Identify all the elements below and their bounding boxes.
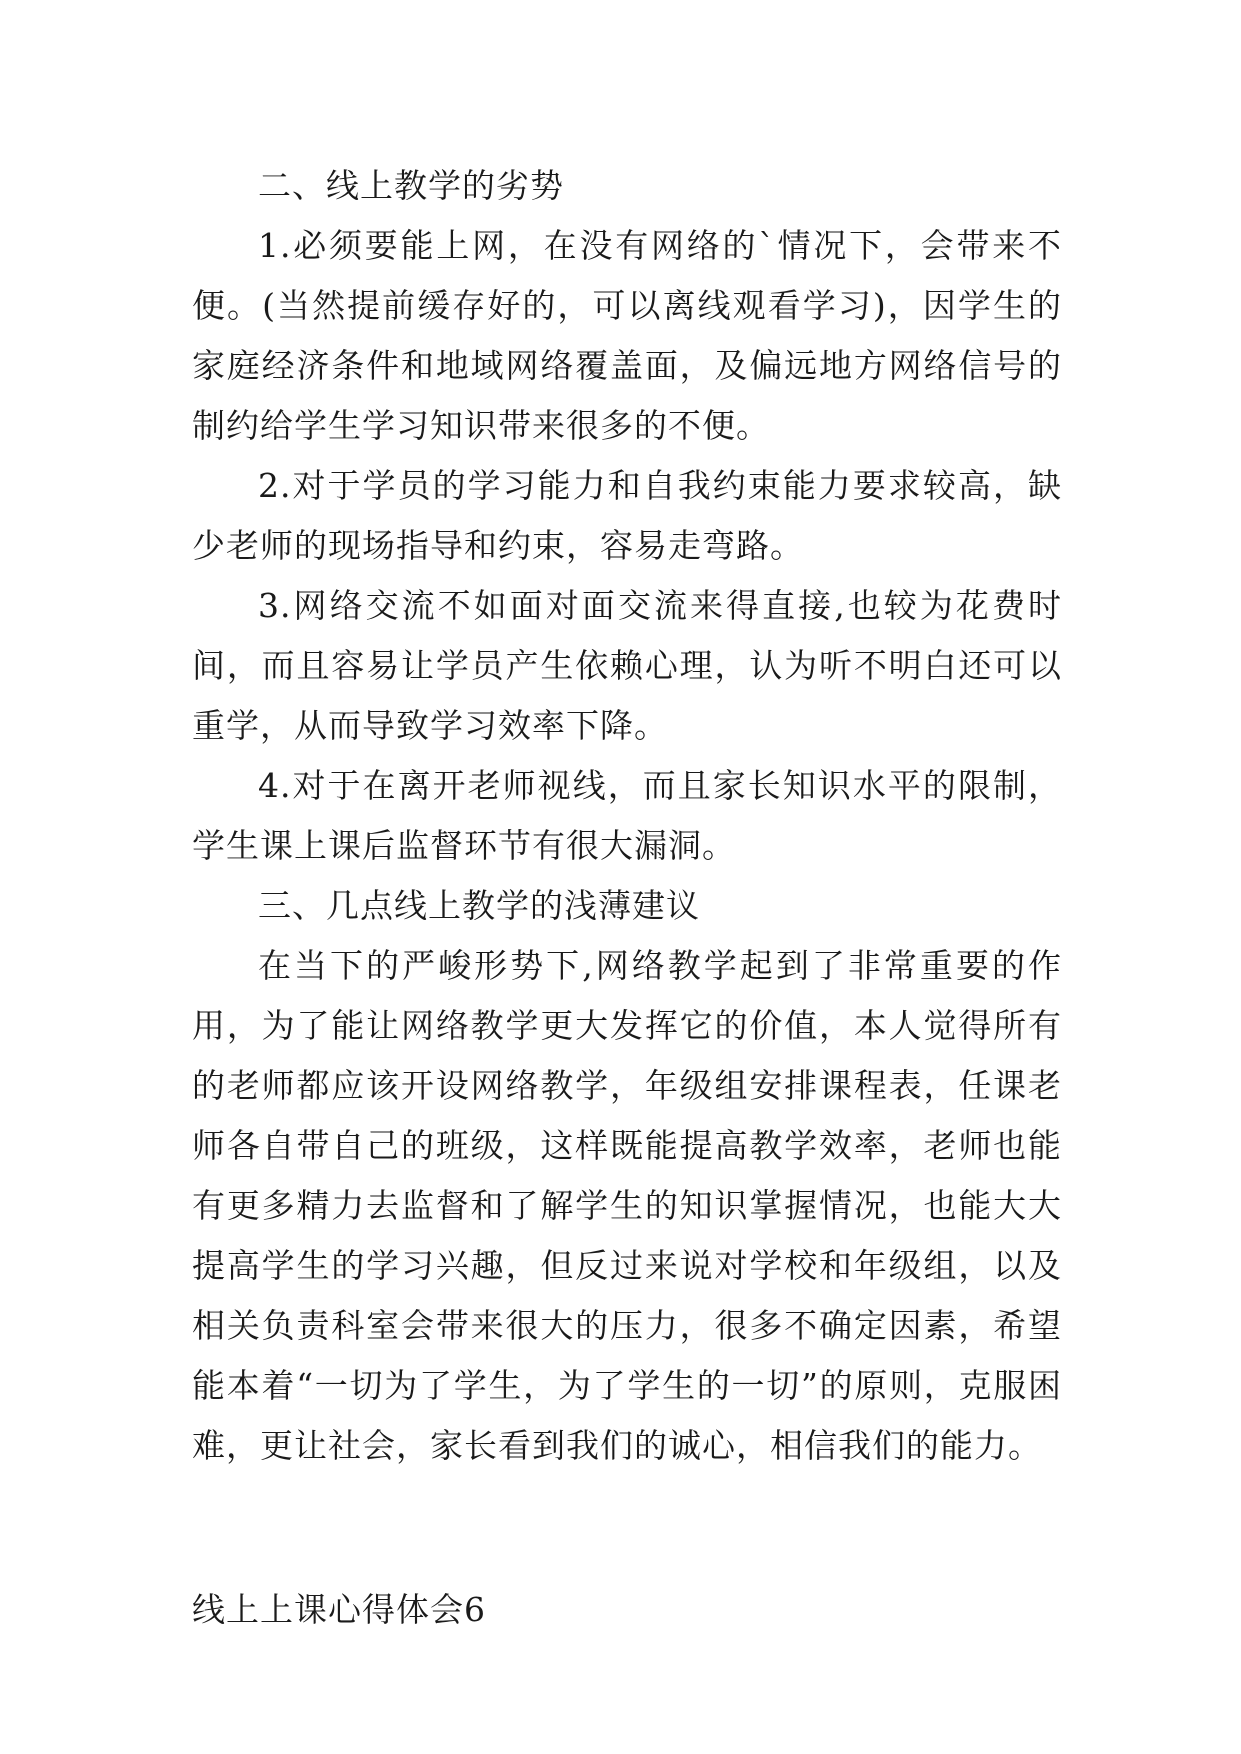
- paragraph-point-4: 4.对于在离开老师视线，而且家长知识水平的限制，学生课上课后监督环节有很大漏洞。: [192, 766, 1062, 865]
- paragraph-point-3: 3.网络交流不如面对面交流来得直接,也较为花费时间，而且容易让学员产生依赖心理，认为听不明白还可以重学，从而导致学习效率下降。: [192, 586, 1062, 745]
- section-heading-disadvantages: 二、线上教学的劣势: [258, 166, 564, 205]
- paragraph-point-1: 1.必须要能上网，在没有网络的`情况下，会带来不便。(当然提前缓存好的，可以离线观看学习)，因学生的家庭经济条件和地域网络覆盖面，及偏远地方网络信号的制约给学生学习知识带来很多的不便。: [192, 226, 1062, 445]
- paragraph-suggestion: 在当下的严峻形势下,网络教学起到了非常重要的作用，为了能让网络教学更大发挥它的价值，本人觉得所有的老师都应该开设网络教学，年级组安排课程表，任课老师各自带自己的班级，这样既能提高教学效率，老师也能有更多精力去监督和了解学生的知识掌握情况，也能大大提高学生的学习兴趣，但反过来说对学校和年级组，以及相关负责科室会带来很大的压力，很多不确定因素，希望能本着“一切为了学生，为了学生的一切”的原则，克服困难，更让社会，家长看到我们的诚心，相信我们的能力。: [192, 946, 1062, 1465]
- next-section-title: 线上上课心得体会6: [192, 1590, 486, 1629]
- section-heading-suggestions: 三、几点线上教学的浅薄建议: [258, 886, 700, 925]
- document-body: [192, 156, 1062, 1476]
- paragraph-point-2: 2.对于学员的学习能力和自我约束能力要求较高，缺少老师的现场指导和约束，容易走弯路。: [192, 466, 1062, 565]
